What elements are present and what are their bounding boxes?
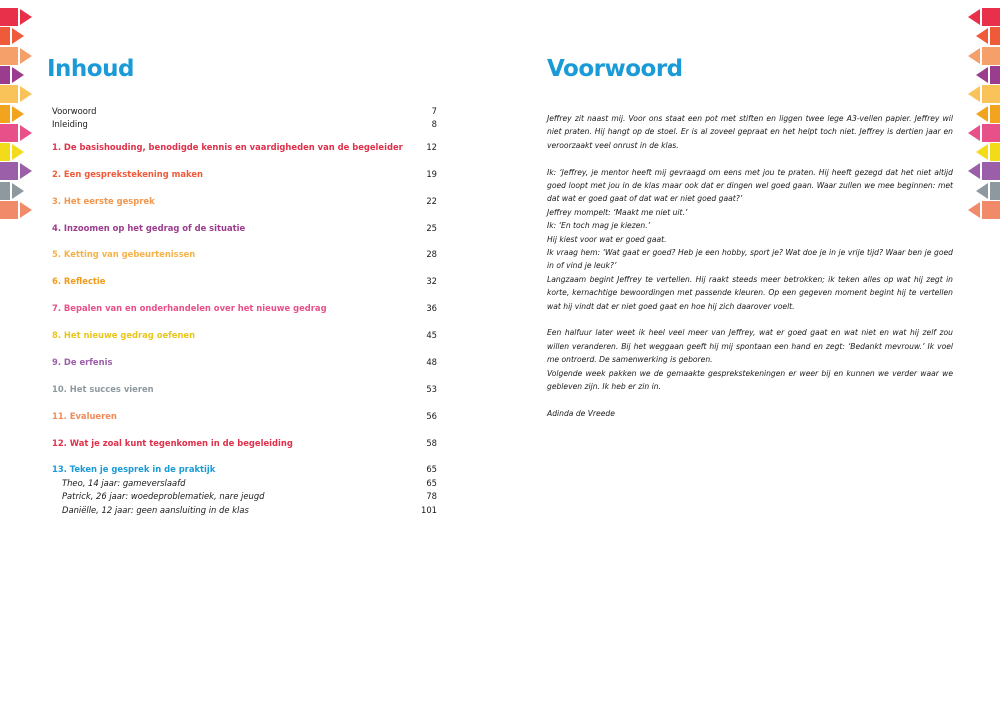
toc-entry-label: 13. Teken je gesprek in de praktijk [52,464,216,474]
toc-entry-label: 11. Evalueren [52,411,117,421]
toc-entry-page: 65 [426,464,437,474]
toc-entry-label: Inleiding [52,119,88,129]
crayon-icon [960,105,1000,123]
toc-title: Inhoud [47,56,134,82]
foreword-text [547,112,953,420]
toc-entry-label: 8. Het nieuwe gedrag oefenen [52,330,196,340]
crayon-icon [960,47,1000,65]
page-right [500,0,1000,707]
foreword-title: Voorwoord [547,56,683,82]
toc-entry-label: 10. Het succes vieren [52,384,154,394]
toc-entry-page: 19 [426,169,437,179]
toc-entry [52,302,437,314]
foreword-paragraph: Langzaam begint Jeffrey te vertellen. Hij raakt steeds meer betrokken; ik teken alles op wat hij zegt in korte, kernachtige bewoordingen met passende kleuren. Op een gegeven moment begint hij te vertellen wat hij vindt dat er niet goed gaat en hoe hij zich daarover voelt. [547,274,953,311]
foreword-paragraph: Jeffrey zit naast mij. Voor ons staat een pot met stiften en liggen twee lege A3-vellen papier. Jeffrey wil niet praten. Hij hangt op de stoel. Er is al zoveel gepraat en het helpt toch niet. Jeffrey is dertien jaar en veroorzaakt veel onrust in de klas. [547,114,953,150]
foreword-paragraph: Ik: ‘En toch mag je kiezen.’ [547,221,651,231]
toc-entry [52,222,437,234]
foreword-paragraph: Jeffrey mompelt: ‘Maakt me niet uit.’ [547,207,688,217]
toc-entry [52,195,437,207]
crayon-icon [960,201,1000,219]
toc-entry-label: 1. De basishouding, benodigde kennis en vaardigheden van de begeleider [52,142,403,152]
toc-entry [52,105,437,117]
toc-entry [52,437,437,449]
crayon-icon [960,8,1000,26]
toc-entry-label: 6. Reflectie [52,276,106,286]
toc-entry [52,383,437,395]
paragraph-gap [547,152,953,165]
toc-entry-label: 2. Een gesprekstekening maken [52,169,204,179]
toc-entry [52,329,437,341]
toc-entry-page: 28 [426,249,437,259]
toc-entry [52,504,437,516]
toc-entry-page: 22 [426,196,437,206]
paragraph-gap [547,313,953,326]
toc-entry-label: Voorwoord [52,106,97,116]
toc-entry-page: 25 [426,223,437,233]
toc-entry [52,463,437,475]
toc-entry-label: Patrick, 26 jaar: woedeproblematiek, nare jeugd [62,491,265,501]
toc-entry [52,410,437,422]
toc-entry-label: Daniëlle, 12 jaar: geen aansluiting in de klas [62,505,249,515]
toc-entry-label: 5. Ketting van gebeurtenissen [52,249,196,259]
toc-entry [52,248,437,260]
toc-entry-label: 3. Het eerste gesprek [52,196,155,206]
toc-entry-label: 4. Inzoomen op het gedrag of de situatie [52,223,246,233]
crayon-icon [960,162,1000,180]
toc-entry-page: 12 [426,142,437,152]
toc-entry [52,118,437,130]
crayon-icon [960,182,1000,200]
foreword-signature: Adinda de Vreede [547,408,615,418]
crayon-icon [960,124,1000,142]
crayon-icon [960,27,1000,45]
foreword-paragraph: Hij kiest voor wat er goed gaat. [547,234,667,244]
toc-entry [52,477,437,489]
foreword-paragraph: Volgende week pakken we de gemaakte gesprekstekeningen er weer bij en kunnen we verder waar we gebleven zijn. Ik heb er zin in. [547,368,953,392]
toc-entry-page: 58 [426,438,437,448]
toc-entry [52,168,437,180]
toc-entry-page: 7 [431,106,437,116]
crayon-icon [960,85,1000,103]
toc-entry-page: 65 [426,478,437,488]
toc-entry [52,490,437,502]
foreword-paragraph: Ik vraag hem: ‘Wat gaat er goed? Heb je een hobby, sport je? Wat doe je in je vrije tijd? Waar ben je goed in of vind je leuk?’ [547,248,953,271]
toc-entry [52,356,437,368]
crayon-icon [960,143,1000,161]
toc-entry-page: 8 [431,119,437,129]
toc-entry-label: 9. De erfenis [52,357,113,367]
toc-entry-page: 78 [426,491,437,501]
toc-entry-page: 48 [426,357,437,367]
toc-entry-page: 32 [426,276,437,286]
foreword-paragraph: Een halfuur later weet ik heel veel meer van Jeffrey, wat er goed gaat en wat niet en wat hij zelf zou willen veranderen. Bij het weggaan geeft hij mij spontaan een hand en zegt: ‘Bedankt mevrouw.’ Ik voel me ontroerd. De samenwerking is geboren. [547,328,953,365]
foreword-paragraph: Ik: ‘Jeffrey, je mentor heeft mij gevraagd om eens met jou te praten. Hij heeft gezegd dat het niet altijd goed loopt met jou in de klas maar ook dat er dingen wel goed gaan. Waar zullen we mee beginnen: met dat wat er goed gaat of dat wat er niet goed gaat?’ [547,167,953,204]
paragraph-gap [547,394,953,407]
toc-entry-page: 36 [426,303,437,313]
toc-entry [52,141,437,153]
toc-entry-page: 56 [426,411,437,421]
toc-entry-page: 45 [426,330,437,340]
toc-entry-label: 7. Bepalen van en onderhandelen over het nieuwe gedrag [52,303,327,313]
crayon-icon [960,66,1000,84]
toc-entry-page: 53 [426,384,437,394]
toc-entry-label: Theo, 14 jaar: gameverslaafd [62,478,186,488]
toc-entry-page: 101 [421,505,437,515]
toc-entry [52,275,437,287]
toc-entry-label: 12. Wat je zoal kunt tegenkomen in de begeleiding [52,438,293,448]
